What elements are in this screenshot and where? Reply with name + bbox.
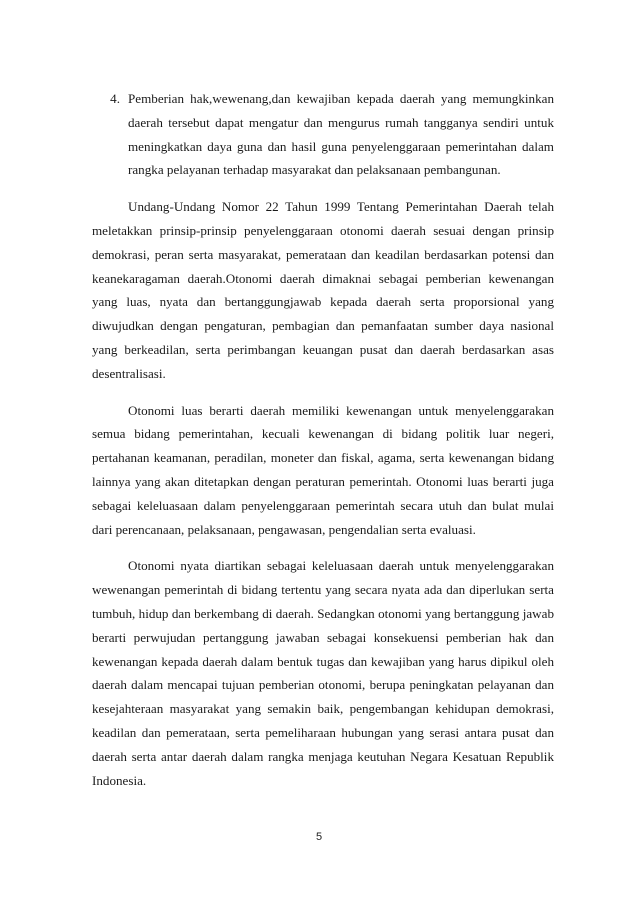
list-item-number: 4. (110, 91, 120, 106)
page-number: 5 (315, 831, 323, 843)
numbered-list-item (92, 87, 554, 182)
page-content (92, 87, 554, 805)
paragraph-uu-22-1999: Undang-Undang Nomor 22 Tahun 1999 Tentang Pemerintahan Daerah telah meletakkan prinsip-prinsip penyelenggaraan otonomi daerah sesuai dengan prinsip demokrasi, peran serta masyarakat, pemerataan dan keadilan berdasarkan potensi dan keanekaragaman daerah.Otonomi daerah dimaknai sebagai pemberian kewenangan yang luas, nyata dan bertanggungjawab kepada daerah serta proporsional yang diwujudkan dengan pengaturan, pembagian dan pemanfaatan sumber daya nasional yang berkeadilan, serta perimbangan keuangan pusat dan daerah berdasarkan asas desentralisasi. (92, 199, 554, 381)
paragraph-otonomi-luas: Otonomi luas berarti daerah memiliki kewenangan untuk menyelenggarakan semua bidang pemerintahan, kecuali kewenangan di bidang politik luar negeri, pertahanan keamanan, peradilan, moneter dan fiskal, agama, serta kewenangan bidang lainnya yang akan ditetapkan dengan peraturan pemerintah. Otonomi luas berarti juga sebagai keleluasaan dalam penyelenggaraan pemerintah secara utuh dan bulat mulai dari perencanaan, pelaksanaan, pengawasan, pengendalian serta evaluasi. (92, 402, 554, 537)
paragraph-otonomi-nyata: Otonomi nyata diartikan sebagai keleluasaan daerah untuk menyelenggarakan wewenangan pemerintah di bidang tertentu yang secara nyata ada dan diperlukan serta tumbuh, hidup dan berkembang di daerah. Sedangkan otonomi yang bertanggung jawab berarti perwujudan pertanggung jawaban sebagai konsekuensi pemberian hak dan kewenangan kepada daerah dalam bentuk tugas dan kewajiban yang harus dipikul oleh daerah dalam mencapai tujuan pemberian otonomi, berupa peningkatan pelayanan dan kesejahteraan masyarakat yang semakin baik, pengembangan kehidupan demokrasi, keadilan dan pemerataan, serta pemeliharaan hubungan yang serasi antara pusat dan daerah serta antar daerah dalam rangka menjaga keutuhan Negara Kesatuan Republik Indonesia. (92, 558, 554, 788)
list-item-text: Pemberian hak,wewenang,dan kewajiban kepada daerah yang memungkinkan daerah tersebut dapat mengatur dan mengurus rumah tangganya sendiri untuk meningkatkan daya guna dan hasil guna penyelenggaraan pemerintahan dalam rangka pelayanan terhadap masyarakat dan pelaksanaan pembangunan. (128, 91, 554, 178)
